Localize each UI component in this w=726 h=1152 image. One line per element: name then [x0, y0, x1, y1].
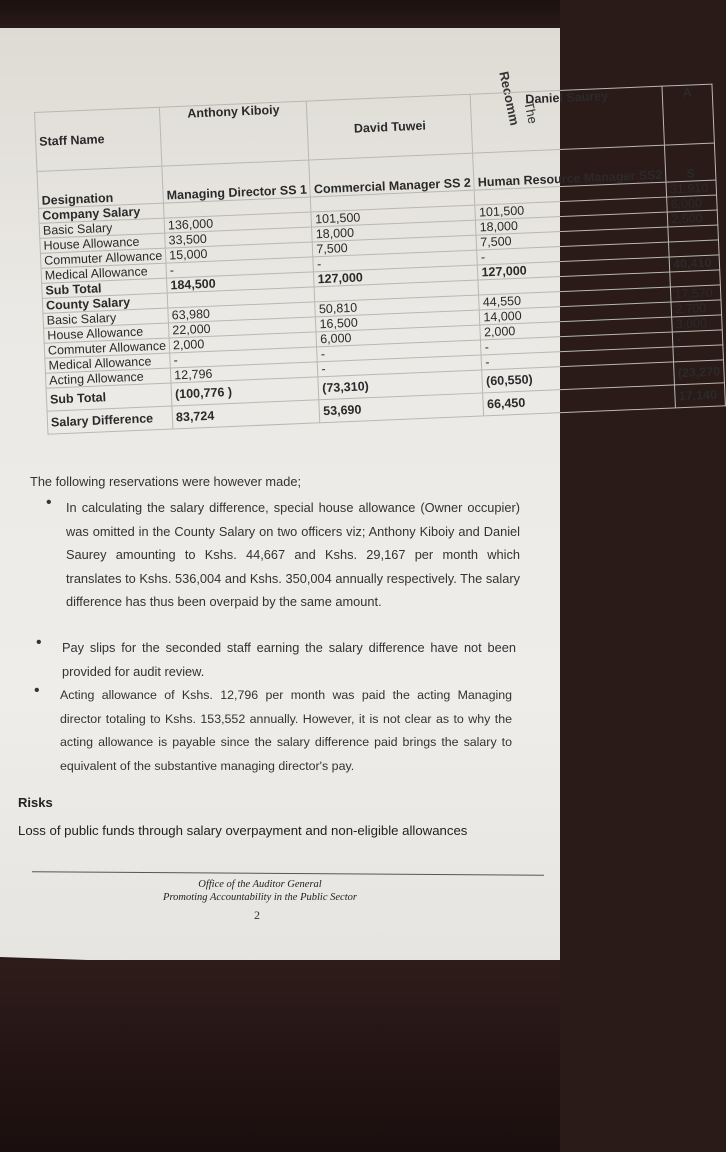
row-label: Sub Total	[46, 383, 172, 411]
row-value: 53,690	[319, 393, 484, 423]
row-label: Medical Allowance	[41, 263, 167, 283]
row-value: 6,000	[667, 195, 717, 212]
risks-heading: Risks	[18, 795, 53, 810]
row-value: 101,500	[311, 205, 475, 227]
footer-line-1: Office of the Auditor General	[198, 879, 322, 890]
row-value: 17,570	[671, 285, 721, 302]
row-value: 2,000	[480, 317, 672, 340]
row-value: 127,000	[314, 265, 478, 287]
row-value: -	[673, 330, 723, 347]
bullet-text-3: Acting allowance of Kshs. 12,796 per month was paid the acting Managing director totaling to Kshs. 153,552 annually. However, it is not clear as to why the acting allowance is payable since the salary difference paid brings the salary to equivalent of the substantive managing director's pay.	[60, 688, 512, 773]
row-value: -	[673, 345, 723, 362]
row-value: 127,000	[478, 257, 670, 280]
row-value: 136,000	[164, 212, 312, 233]
row-value: 18,000	[476, 212, 668, 235]
row-value: -	[166, 257, 314, 278]
staff-name-3: Daniel Saurey	[471, 86, 665, 153]
bullet-text-1: In calculating the salary difference, special house allowance (Owner occupier) was omitted in the County Salary on two officers viz; Anthony Kiboiy and Daniel Saurey amounting to Kshs. 44,667 and Kshs. 29,167 per month which translates to Kshs. 536,004 and Kshs. 350,004 annually respectively. The salary difference has thus been overpaid by the same amount.	[66, 500, 520, 609]
row-value: 18,000	[312, 220, 476, 242]
row-value: -	[669, 240, 719, 257]
row-value: 16,500	[316, 310, 480, 332]
row-label: Company Salary	[39, 203, 165, 223]
row-value: 2,700	[671, 300, 721, 317]
row-label: House Allowance	[44, 323, 170, 343]
salary-table-wrapper	[34, 85, 721, 434]
row-value: 14,000	[480, 302, 672, 325]
designation-1: Managing Director SS 1	[162, 160, 311, 203]
designation-3: Human Resource Manager SS2	[473, 145, 666, 190]
row-value: -	[481, 332, 673, 355]
row-value: 22,000	[169, 317, 317, 338]
row-value: 50,810	[315, 295, 479, 317]
row-value: 101,500	[475, 197, 667, 220]
row-value: -	[318, 355, 482, 377]
row-value: 7,500	[476, 227, 668, 250]
side-text-1: Recomm	[496, 70, 523, 127]
row-value: 3,000	[672, 315, 722, 332]
row-label: Commuter Allowance	[40, 248, 166, 268]
staff-name-label: Staff Name	[35, 107, 162, 171]
row-value: 2,500	[667, 210, 717, 227]
bullet-text-2: Pay slips for the seconded staff earning the salary difference have not been provided for audit review.	[62, 640, 516, 679]
row-value: 184,500	[167, 272, 315, 293]
row-label: Salary Difference	[47, 406, 173, 434]
row-label: Acting Allowance	[45, 368, 171, 388]
background-bottom	[0, 960, 560, 1152]
footer-line-2: Promoting Accountability in the Public Sector	[163, 892, 357, 903]
row-value: 44,550	[479, 287, 671, 310]
row-value: 83,724	[172, 400, 320, 429]
designation-label: Designation	[37, 166, 164, 208]
row-value: -	[482, 347, 674, 370]
row-value: 40,410	[669, 255, 719, 272]
staff-name-2: David Tuwei	[307, 94, 473, 160]
table-body	[39, 180, 726, 434]
row-value: 12,796	[170, 362, 318, 383]
row-value: 31,910	[666, 180, 716, 197]
row-label: County Salary	[42, 293, 168, 313]
row-value: 17,140	[675, 383, 725, 408]
list-item	[34, 682, 512, 778]
row-value: -	[170, 347, 318, 368]
designation-2: Commercial Manager SS 2	[309, 153, 474, 197]
row-value: -	[317, 340, 481, 362]
row-label: Sub Total	[42, 278, 168, 298]
row-label: Basic Salary	[39, 218, 165, 238]
row-label: Basic Salary	[43, 308, 169, 328]
row-value: 33,500	[165, 227, 313, 248]
row-label: Medical Allowance	[45, 353, 171, 373]
staff-name-1: Anthony Kiboiy	[160, 101, 310, 166]
row-value: 6,000	[316, 325, 480, 347]
row-value: -	[477, 242, 669, 265]
row-value: 2,000	[169, 332, 317, 353]
risks-text: Loss of public funds through salary overpayment and non-eligible allowances	[18, 823, 468, 838]
row-value: (60,550)	[482, 362, 675, 393]
row-value: 66,450	[483, 385, 676, 416]
row-value: 63,980	[168, 302, 316, 323]
reservations-intro: The following reservations were however made;	[30, 474, 301, 489]
row-value: (100,776 )	[171, 377, 319, 406]
staff-name-4: A	[662, 84, 714, 145]
bullet-icon: •	[46, 494, 52, 511]
footer	[150, 878, 370, 904]
row-value: 15,000	[165, 242, 313, 263]
row-value: (23,270	[674, 360, 724, 385]
page-number: 2	[254, 908, 260, 922]
row-label: Commuter Allowance	[44, 338, 170, 358]
designation-4: S	[665, 143, 716, 182]
row-value: -	[313, 250, 477, 272]
row-label: House Allowance	[40, 233, 166, 253]
row-value: (73,310)	[318, 370, 483, 400]
list-item	[36, 634, 516, 683]
bullet-icon: •	[34, 682, 40, 699]
list-item	[46, 494, 520, 614]
side-text-2: The	[521, 100, 541, 126]
salary-table	[34, 84, 726, 435]
row-value: 7,500	[313, 235, 477, 257]
bullet-icon: •	[36, 634, 42, 651]
